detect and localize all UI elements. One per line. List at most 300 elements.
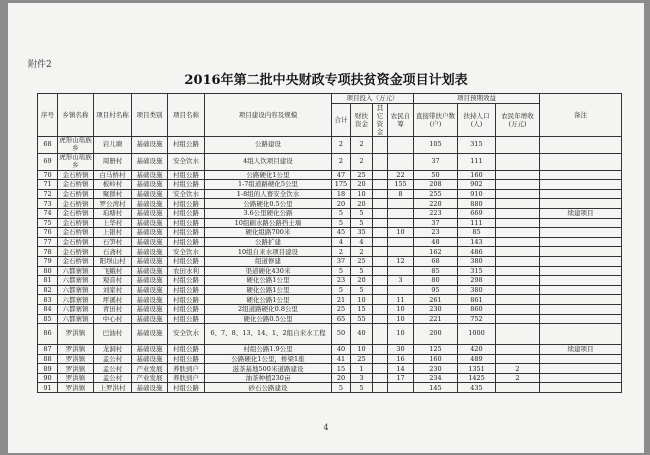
table-row (38, 256, 622, 266)
cell-other (373, 208, 388, 218)
cell-income (496, 136, 540, 153)
cell-village: 刘家村 (94, 285, 132, 295)
cell-seq: 91 (38, 383, 58, 393)
cell-total: 4 (332, 237, 351, 247)
cell-seq: 79 (38, 256, 58, 266)
cell-remark (540, 295, 622, 305)
cell-farmer (388, 208, 414, 218)
cell-village: 飞蛾村 (94, 266, 132, 276)
cell-remark (540, 136, 622, 153)
cell-project-name: 村组公路 (168, 276, 205, 286)
cell-farmer (388, 285, 414, 295)
table-row (38, 345, 622, 355)
cell-town: 罗洪镇 (58, 364, 94, 374)
cell-people: 752 (458, 314, 496, 324)
document-title: 2016年第二批中央财政专项扶贫资金项目计划表 (184, 73, 468, 88)
cell-seq: 81 (38, 276, 58, 286)
cell-seq: 90 (38, 373, 58, 383)
table-row (38, 208, 622, 218)
cell-content: 砂石公路建设 (205, 383, 332, 393)
page-number: 4 (323, 423, 329, 432)
cell-town: 罗洪镇 (58, 324, 94, 345)
cell-people: 1425 (458, 373, 496, 383)
cell-total: 65 (332, 314, 351, 324)
table-row (38, 170, 622, 180)
cell-category: 基础设施 (132, 345, 168, 355)
cell-remark (540, 180, 622, 190)
cell-fiscal: 3 (351, 373, 373, 383)
cell-households: 105 (414, 136, 458, 153)
cell-project-name: 村组公路 (168, 208, 205, 218)
cell-project-name: 村组公路 (168, 314, 205, 324)
cell-people: 380 (458, 285, 496, 295)
cell-seq: 72 (38, 189, 58, 199)
cell-content: 3.6公里硬化公路 (205, 208, 332, 218)
cell-fiscal: 2 (351, 136, 373, 153)
cell-income (496, 208, 540, 218)
cell-remark (540, 247, 622, 257)
cell-category: 产业发展 (132, 364, 168, 374)
cell-total: 2 (332, 153, 351, 170)
cell-income (496, 354, 540, 364)
cell-total: 25 (332, 304, 351, 314)
cell-households: 95 (414, 285, 458, 295)
cell-people: 380 (458, 256, 496, 266)
cell-other (373, 324, 388, 345)
cell-other (373, 189, 388, 199)
cell-content: 6、7、8、13、14、1、2组自来水工程 (205, 324, 332, 345)
cell-households: 160 (414, 354, 458, 364)
cell-total: 5 (332, 208, 351, 218)
cell-people: 143 (458, 237, 496, 247)
cell-project-name: 村组公路 (168, 383, 205, 393)
cell-income (496, 153, 540, 170)
cell-content: 2组道路硬化0.8公里 (205, 304, 332, 314)
cell-remark (540, 153, 622, 170)
cell-remark (540, 228, 622, 238)
cell-farmer: 30 (388, 345, 414, 355)
header-fiscal: 财扶资金 (351, 103, 373, 136)
cell-project-name: 安全饮水 (168, 153, 205, 170)
cell-people: 420 (458, 345, 496, 355)
cell-people: 435 (458, 383, 496, 393)
cell-village: 巴油村 (94, 324, 132, 345)
cell-total: 37 (332, 256, 351, 266)
cell-farmer (388, 247, 414, 257)
cell-other (373, 304, 388, 314)
cell-farmer: 3 (388, 276, 414, 286)
cell-fiscal: 5 (351, 266, 373, 276)
cell-village: 上罗洪村 (94, 383, 132, 393)
cell-remark (540, 189, 622, 199)
cell-remark (540, 304, 622, 314)
cell-other (373, 199, 388, 209)
cell-category: 基础设施 (132, 304, 168, 314)
cell-income (496, 324, 540, 345)
cell-village: 石笋村 (94, 237, 132, 247)
cell-town: 金石桥镇 (58, 208, 94, 218)
cell-seq: 87 (38, 345, 58, 355)
cell-project-name: 村组公路 (168, 354, 205, 364)
cell-other (373, 266, 388, 276)
cell-town: 虎形山瑶族乡 (59, 153, 92, 169)
header-seq: 序号 (38, 94, 58, 137)
cell-households: 48 (414, 237, 458, 247)
cell-project-name: 村组公路 (168, 228, 205, 238)
cell-income (496, 199, 540, 209)
cell-income (496, 170, 540, 180)
cell-other (373, 345, 388, 355)
header-row (38, 94, 622, 104)
cell-fiscal: 20 (351, 199, 373, 209)
cell-income (496, 266, 540, 276)
cell-town: 六都寨镇 (58, 285, 94, 295)
cell-households: 125 (414, 345, 458, 355)
cell-households: 37 (414, 153, 458, 170)
cell-village: 中心村 (94, 314, 132, 324)
cell-village: 板岭村 (94, 180, 132, 190)
cell-town: 罗洪镇 (58, 373, 94, 383)
cell-other (373, 256, 388, 266)
cell-households: 223 (414, 208, 458, 218)
cell-households: 234 (414, 373, 458, 383)
cell-people: 1351 (458, 364, 496, 374)
cell-village: 孟公村 (94, 373, 132, 383)
cell-category: 基础设施 (132, 237, 168, 247)
cell-fiscal: 5 (351, 208, 373, 218)
cell-remark (540, 276, 622, 286)
document-page (8, 3, 644, 453)
cell-content: 硬化组路700米 (205, 228, 332, 238)
cell-project-name: 安全饮水 (168, 189, 205, 199)
cell-seq: 73 (38, 199, 58, 209)
cell-farmer (388, 136, 414, 153)
cell-total: 45 (332, 228, 351, 238)
cell-project-name: 村组公路 (168, 170, 205, 180)
cell-seq: 84 (38, 304, 58, 314)
cell-farmer (388, 199, 414, 209)
cell-farmer (388, 266, 414, 276)
cell-households: 200 (414, 324, 458, 345)
cell-farmer: 12 (388, 256, 414, 266)
cell-people: 111 (458, 218, 496, 228)
cell-village: 聚群村 (94, 189, 132, 199)
cell-remark (540, 218, 622, 228)
cell-income (496, 180, 540, 190)
cell-households: 261 (414, 295, 458, 305)
cell-farmer: 11 (388, 295, 414, 305)
cell-seq: 86 (38, 324, 58, 345)
cell-seq: 71 (38, 180, 58, 190)
header-income: 农民年增收(万元) (496, 103, 540, 136)
cell-fiscal: 15 (351, 304, 373, 314)
cell-category: 基础设施 (132, 170, 168, 180)
cell-remark (540, 266, 622, 276)
cell-income (496, 314, 540, 324)
cell-project-name: 村组公路 (168, 304, 205, 314)
cell-other (373, 153, 388, 170)
cell-farmer: 10 (388, 228, 414, 238)
cell-remark (540, 324, 622, 345)
cell-town: 金石桥镇 (58, 189, 94, 199)
cell-seq: 85 (38, 314, 58, 324)
cell-town: 金石桥镇 (58, 237, 94, 247)
cell-category: 基础设施 (132, 295, 168, 305)
cell-fiscal: 25 (351, 170, 373, 180)
cell-content: 村组公路1.9公里 (205, 345, 332, 355)
table-row (38, 228, 622, 238)
cell-content: 硬化公路1公里 (205, 276, 332, 286)
cell-town: 罗洪镇 (58, 383, 94, 393)
cell-fiscal: 25 (351, 256, 373, 266)
cell-content: 油茶种植230亩 (205, 373, 332, 383)
header-farmer: 农民自筹 (388, 103, 414, 136)
cell-farmer: 8 (388, 189, 414, 199)
header-category: 项目类别 (132, 94, 168, 137)
cell-project-name: 安全饮水 (168, 324, 205, 345)
cell-farmer: 155 (388, 180, 414, 190)
cell-total: 47 (332, 170, 351, 180)
table-row (38, 189, 622, 199)
cell-total: 21 (332, 295, 351, 305)
cell-category: 基础设施 (132, 383, 168, 393)
cell-total: 18 (332, 189, 351, 199)
cell-total: 5 (332, 383, 351, 393)
cell-farmer: 22 (388, 170, 414, 180)
cell-other (373, 295, 388, 305)
cell-category: 基础设施 (132, 136, 168, 153)
cell-village: 珀塘村 (94, 208, 132, 218)
cell-farmer: 10 (388, 314, 414, 324)
cell-content: 公路建设 (205, 136, 332, 153)
cell-people: 315 (458, 266, 496, 276)
cell-village: 岩儿塘 (94, 136, 132, 153)
cell-town: 六都寨镇 (58, 276, 94, 286)
cell-seq: 68 (38, 136, 58, 153)
cell-village: 青田村 (94, 304, 132, 314)
cell-village: 坪溪村 (94, 295, 132, 305)
table-row (38, 304, 622, 314)
cell-town: 虎形山瑶族乡 (59, 136, 92, 152)
cell-project-name: 村组公路 (168, 237, 205, 247)
cell-fiscal: 10 (351, 295, 373, 305)
cell-fiscal: 10 (351, 345, 373, 355)
table-row (38, 295, 622, 305)
cell-fiscal: 20 (351, 276, 373, 286)
cell-other (373, 276, 388, 286)
cell-town: 六都寨镇 (58, 314, 94, 324)
cell-category: 基础设施 (132, 314, 168, 324)
cell-content: 公路硬化1公里，桥梁1座 (205, 354, 332, 364)
cell-other (373, 136, 388, 153)
cell-fiscal: 35 (351, 228, 373, 238)
cell-category: 基础设施 (132, 208, 168, 218)
cell-project-name: 村组公路 (168, 345, 205, 355)
cell-people: 486 (458, 247, 496, 257)
header-people: 扶持人口(人) (458, 103, 496, 136)
cell-seq: 83 (38, 295, 58, 305)
cell-income (496, 228, 540, 238)
cell-seq: 69 (38, 153, 58, 170)
cell-village: 阳坝山村 (94, 256, 132, 266)
cell-households: 230 (414, 364, 458, 374)
cell-fiscal: 5 (351, 285, 373, 295)
cell-households: 221 (414, 314, 458, 324)
cell-village: 上银村 (94, 228, 132, 238)
cell-village: 观音村 (94, 276, 132, 286)
cell-income (496, 247, 540, 257)
cell-remark: 续建项目 (540, 345, 622, 355)
table-row (38, 136, 622, 153)
cell-other (373, 218, 388, 228)
cell-total: 15 (332, 364, 351, 374)
cell-households: 68 (414, 256, 458, 266)
cell-fiscal: 5 (351, 383, 373, 393)
cell-category: 产业发展 (132, 373, 168, 383)
cell-fiscal: 5 (351, 218, 373, 228)
cell-category: 基础设施 (132, 218, 168, 228)
cell-other (373, 285, 388, 295)
cell-category: 基础设施 (132, 180, 168, 190)
cell-fiscal: 55 (351, 314, 373, 324)
table-row (38, 153, 622, 170)
cell-town: 六都寨镇 (58, 295, 94, 305)
cell-people: 111 (458, 153, 496, 170)
cell-people: 298 (458, 276, 496, 286)
cell-households: 255 (414, 189, 458, 199)
cell-remark (540, 237, 622, 247)
cell-village: 龙洞村 (94, 345, 132, 355)
cell-seq: 75 (38, 218, 58, 228)
cell-town: 六都寨镇 (58, 266, 94, 276)
cell-farmer: 10 (388, 304, 414, 314)
cell-fiscal: 10 (351, 189, 373, 199)
cell-households: 50 (414, 170, 458, 180)
cell-other (373, 247, 388, 257)
cell-seq: 70 (38, 170, 58, 180)
table-row (38, 247, 622, 257)
cell-remark (540, 383, 622, 393)
cell-town: 金石桥镇 (58, 199, 94, 209)
table-row (38, 364, 622, 374)
header-remark: 备注 (540, 94, 622, 137)
cell-income (496, 383, 540, 393)
cell-households: 85 (414, 266, 458, 276)
cell-people: 910 (458, 189, 496, 199)
cell-households: 23 (414, 228, 458, 238)
cell-village: 石斋村 (94, 247, 132, 257)
cell-households: 208 (414, 180, 458, 190)
cell-people: 85 (458, 228, 496, 238)
cell-total: 40 (332, 345, 351, 355)
cell-people: 880 (458, 199, 496, 209)
cell-remark (540, 364, 622, 374)
cell-income (496, 276, 540, 286)
cell-content: 公路硬化0.5公里 (205, 199, 332, 209)
cell-other (373, 228, 388, 238)
cell-total: 2 (332, 247, 351, 257)
cell-project-name: 村组公路 (168, 218, 205, 228)
cell-remark: 续建项目 (540, 208, 622, 218)
cell-farmer (388, 383, 414, 393)
cell-category: 基础设施 (132, 354, 168, 364)
cell-other (373, 373, 388, 383)
cell-content: 1-8组的人畜安全饮水 (205, 189, 332, 199)
cell-category: 基础设施 (132, 324, 168, 345)
cell-remark (540, 285, 622, 295)
cell-people: 902 (458, 180, 496, 190)
cell-town: 罗洪镇 (58, 354, 94, 364)
header-project-name: 项目名称 (168, 94, 205, 137)
cell-town: 罗洪镇 (58, 345, 94, 355)
cell-category: 基础设施 (132, 189, 168, 199)
cell-project-name: 村组公路 (168, 295, 205, 305)
header-investment: 项目投入（万元） (332, 94, 414, 104)
cell-total: 2 (332, 136, 351, 153)
cell-town: 六都寨镇 (58, 304, 94, 314)
cell-project-name: 村组公路 (168, 285, 205, 295)
header-other: 其它资金 (373, 103, 388, 136)
cell-seq: 88 (38, 354, 58, 364)
table-row (38, 199, 622, 209)
cell-other (373, 170, 388, 180)
cell-income (496, 189, 540, 199)
cell-seq: 77 (38, 237, 58, 247)
cell-income: 2 (496, 364, 540, 374)
cell-village: 孟公村 (94, 364, 132, 374)
cell-total: 5 (332, 218, 351, 228)
cell-seq: 74 (38, 208, 58, 218)
cell-project-name: 农田水利 (168, 266, 205, 276)
cell-other (373, 354, 388, 364)
header-town: 乡镇名称 (58, 94, 94, 137)
table-row (38, 373, 622, 383)
header-content: 项目建设内容及规模 (205, 94, 332, 137)
cell-households: 145 (414, 383, 458, 393)
cell-farmer (388, 153, 414, 170)
cell-people: 160 (458, 170, 496, 180)
cell-fiscal: 4 (351, 237, 373, 247)
cell-fiscal: 2 (351, 153, 373, 170)
cell-income (496, 285, 540, 295)
cell-people: 489 (458, 354, 496, 364)
cell-project-name: 村组公路 (168, 256, 205, 266)
cell-farmer: 17 (388, 373, 414, 383)
cell-income (496, 237, 540, 247)
table-row (38, 266, 622, 276)
cell-other (373, 314, 388, 324)
cell-project-name: 安全饮水 (168, 247, 205, 257)
header-households: 直接带扶户数(户) (414, 103, 458, 136)
cell-content: 公路硬化1公里 (205, 170, 332, 180)
cell-other (373, 383, 388, 393)
cell-town: 金石桥镇 (58, 256, 94, 266)
cell-fiscal: 1 (351, 364, 373, 374)
cell-income: 2 (496, 373, 540, 383)
cell-village: 罗公湾村 (94, 199, 132, 209)
cell-remark (540, 373, 622, 383)
header-village: 项目村名称 (94, 94, 132, 137)
header-total: 合计 (332, 103, 351, 136)
cell-seq: 76 (38, 228, 58, 238)
cell-people: 861 (458, 295, 496, 305)
cell-households: 230 (414, 304, 458, 314)
cell-content: 硬化公路0.5公里 (205, 314, 332, 324)
cell-remark (540, 354, 622, 364)
cell-total: 175 (332, 180, 351, 190)
cell-fiscal: 25 (351, 354, 373, 364)
cell-project-name: 养肤到户 (168, 364, 205, 374)
